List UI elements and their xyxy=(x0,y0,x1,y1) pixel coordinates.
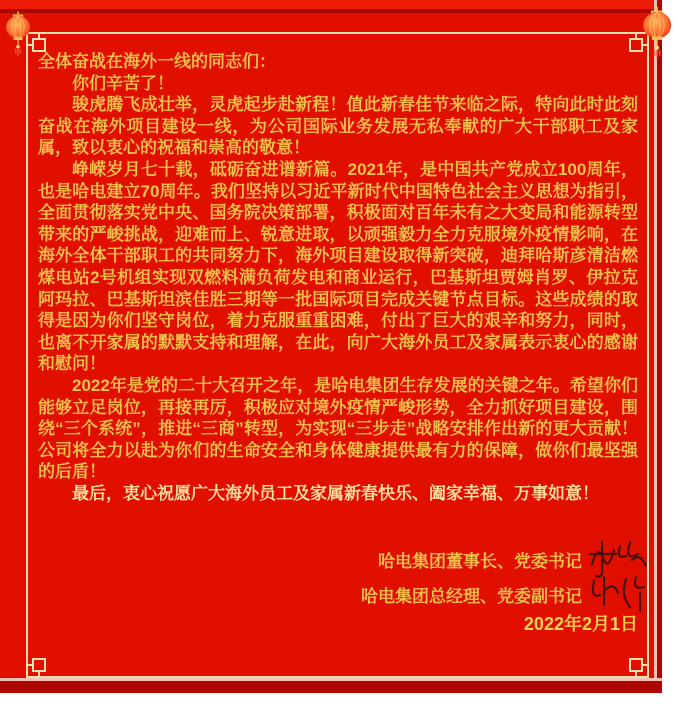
letter-paragraph: 你们辛苦了！ xyxy=(72,73,174,93)
card-bottom-highlight xyxy=(0,678,662,681)
signature-row-general-manager xyxy=(38,579,638,614)
letter-paragraph: 骏虎腾飞成壮举，灵虎起步赴新程！值此新春佳节来临之际，特向此时此刻奋战在海外项目建设一线，为公司国际业务发展无私奉献的广大干部职工及家属，致以衷心的祝福和崇高的敬意！ xyxy=(38,95,638,158)
letter-paragraph: 2022年是党的二十大召开之年，是哈电集团生存发展的关键之年。希望你们能够立足岗位，再接再厉，积极应对境外疫情严峻形势，全力抓好项目建设，围绕“三个系统”，推进“三商”转型，为实现“三步走”战略安排作出新的更大贡献！公司将全力以赴为你们的生命安全和身体健康提供最有力的保障，做你们最坚强的后盾！ xyxy=(38,375,638,482)
letter-date: 2022年2月1日 xyxy=(523,614,638,635)
signature-row-chairman xyxy=(38,544,638,579)
letter-paragraph: 峥嵘岁月七十载，砥砺奋进谱新篇。2021年，是中国共产党成立100周年，也是哈电建立70周年。我们坚持以习近平新时代中国特色社会主义思想为指引，全面贯彻落实党中央、国务院决策部署，积极面对百年未有之大变局和能源转型带来的严峻挑战，迎难而上、锐意进取，以顽强毅力全力克服境外疫情影响，在海外全体干部职工的共同努力下，海外项目建设取得新突破，迪拜哈斯彦清洁燃煤电站2号机组实现双燃料满负荷发电和商业运行，巴基斯坦贾姆肖罗、伊拉克阿玛拉、巴基斯坦滨佳胜三期等一批国际项目完成关键节点目标。这些成绩的取得是因为你们坚守岗位，着力克服重重困难，付出了巨大的艰辛和努力，同时，也离不开家属的默默支持和理解，在此，向广大海外员工及家属表示衷心的感谢和慰问！ xyxy=(38,159,638,374)
card-bottom-edge xyxy=(0,681,662,693)
letter-body xyxy=(38,51,638,636)
closing-wish: 最后，衷心祝愿广大海外员工及家属新春快乐、阖家幸福、万事如意！ xyxy=(72,483,599,503)
letter-salutation: 全体奋战在海外一线的同志们： xyxy=(38,52,276,71)
card-top-highlight xyxy=(0,0,662,9)
card-top-shadow-line xyxy=(0,9,662,13)
signature-title: 哈电集团总经理、党委副书记 xyxy=(361,587,582,607)
signature-block xyxy=(38,544,638,636)
card-right-highlight xyxy=(654,0,657,693)
handwritten-signature-icon xyxy=(586,573,652,617)
card-right-edge xyxy=(657,0,662,693)
signature-title: 哈电集团董事长、党委书记 xyxy=(378,552,582,572)
